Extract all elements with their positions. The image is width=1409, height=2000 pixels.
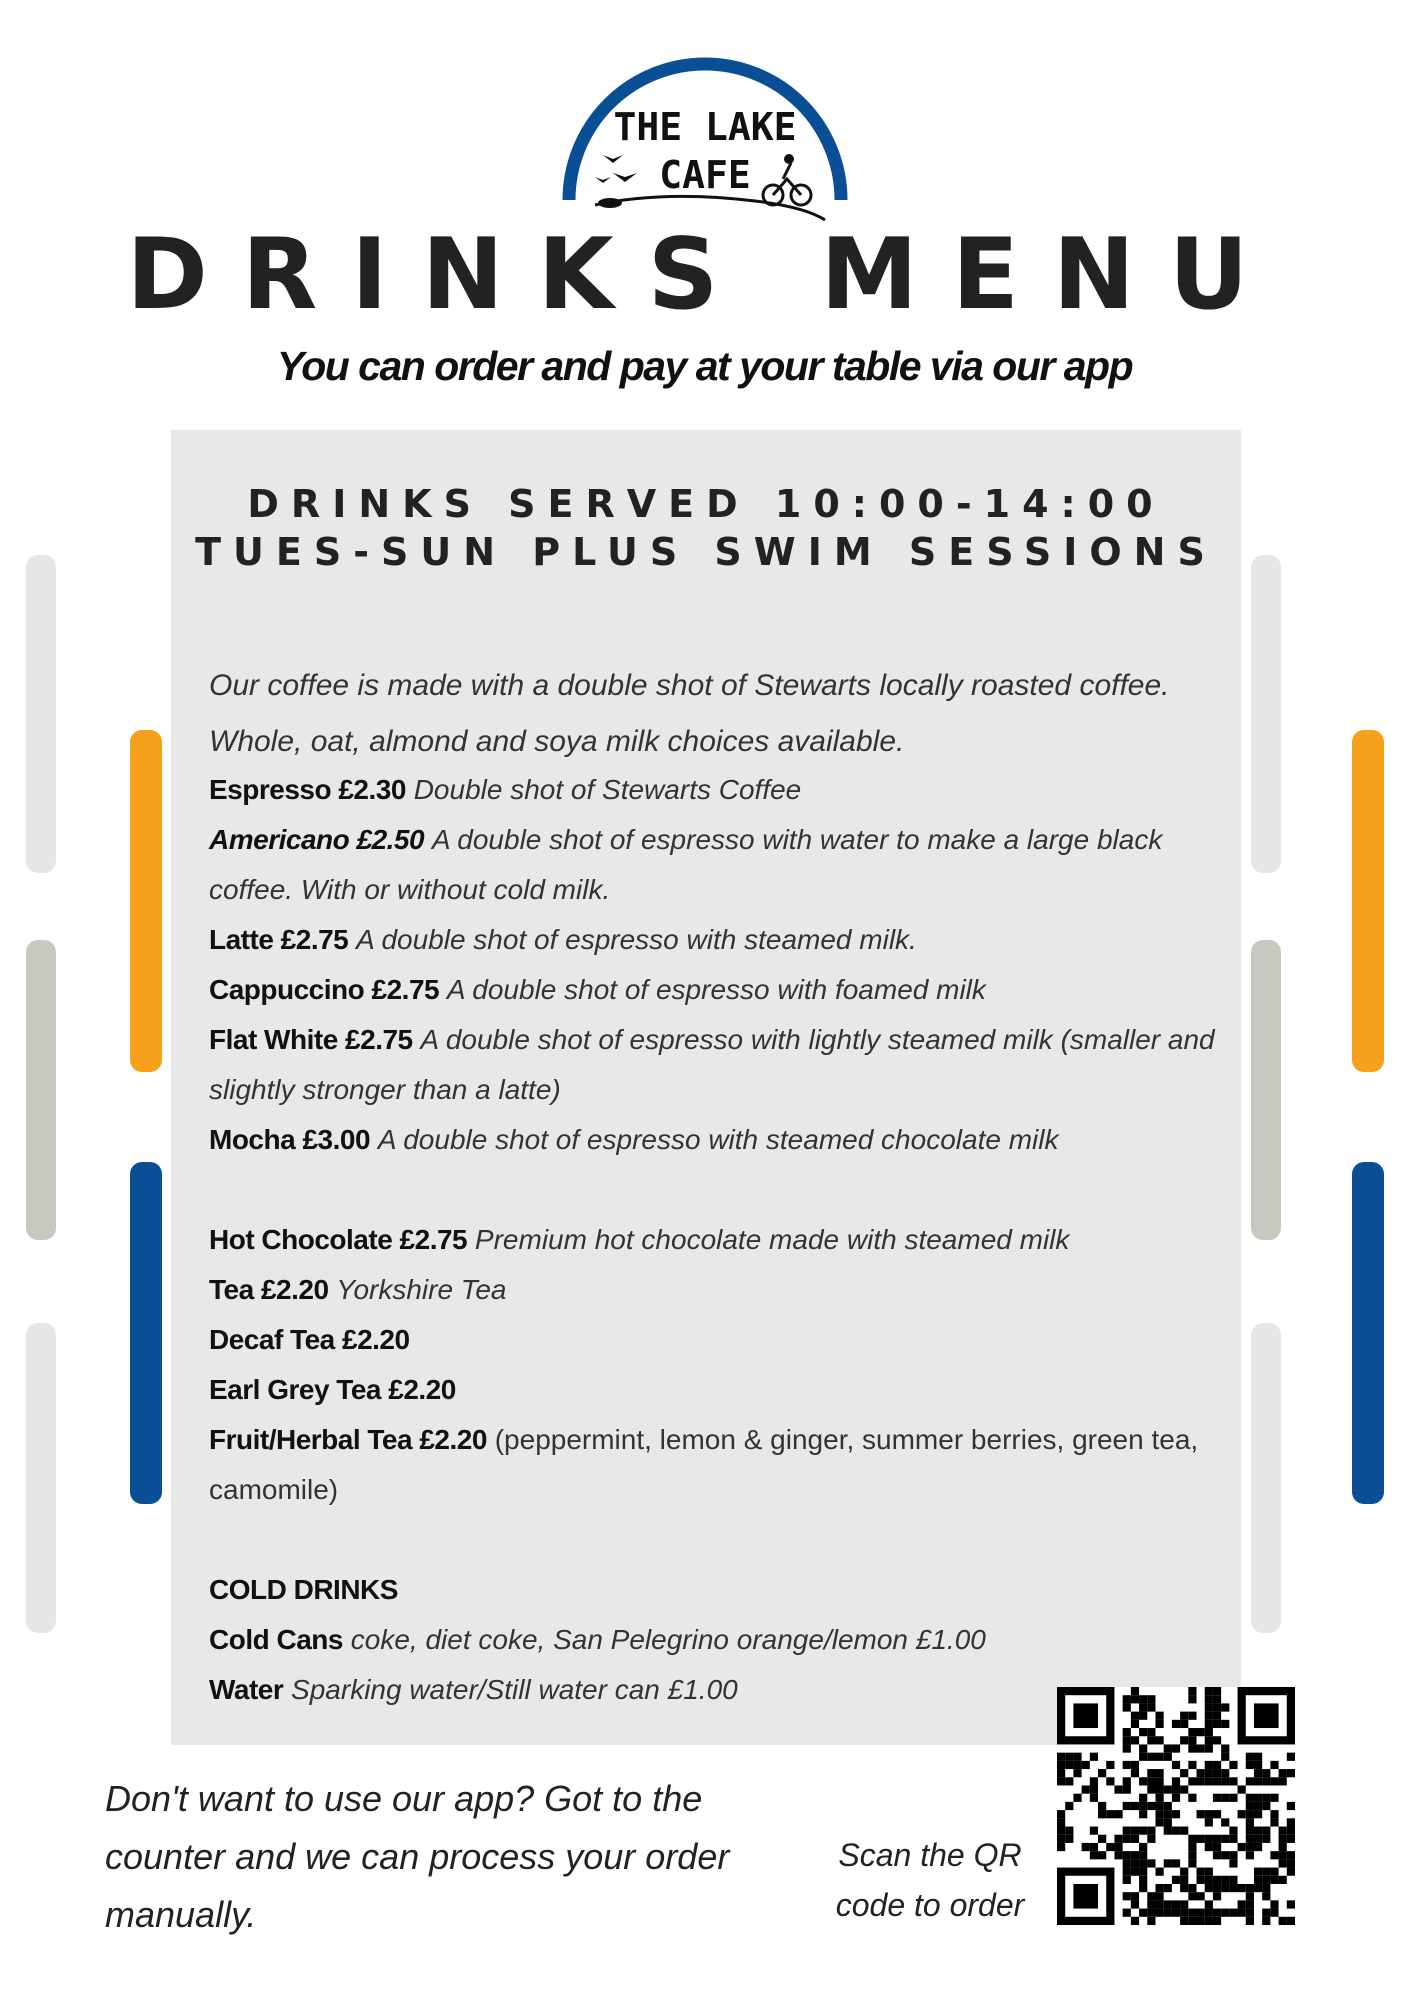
menu-item-name: Espresso £2.30 <box>209 774 406 805</box>
menu-item-desc: A double shot of espresso with foamed milk <box>446 974 986 1005</box>
menu-item-cold-cans <box>209 1615 1219 1665</box>
menu-item-espresso <box>209 765 1219 815</box>
menu-item-desc: Double shot of Stewarts Coffee <box>413 774 802 805</box>
menu-item-hot-chocolate <box>209 1215 1219 1265</box>
menu-item-desc: Yorkshire Tea <box>336 1274 507 1305</box>
cafe-logo <box>555 55 855 235</box>
menu-item-fruit-herbal-tea <box>209 1415 1219 1515</box>
menu-item-flat-white <box>209 1015 1219 1115</box>
menu-item-tea <box>209 1265 1219 1315</box>
decor-stripe-left-light-2 <box>26 1323 56 1633</box>
menu-item-desc: Premium hot chocolate made with steamed milk <box>474 1224 1070 1255</box>
menu-item-desc: coke, diet coke, San Pelegrino orange/lemon £1.00 <box>350 1624 986 1655</box>
menu-item-mocha <box>209 1115 1219 1165</box>
decor-stripe-right-light-2 <box>1251 1323 1281 1633</box>
cold-drinks-heading <box>209 1565 1219 1615</box>
menu-item-name: Flat White £2.75 <box>209 1024 413 1055</box>
menu-panel <box>171 430 1241 1745</box>
menu-item-name: Cappuccino £2.75 <box>209 974 440 1005</box>
decor-stripe-right-light-1 <box>1251 555 1281 873</box>
decor-stripe-left-orange <box>130 730 162 1072</box>
menu-item-cappuccino <box>209 965 1219 1015</box>
menu-item-name: Fruit/Herbal Tea £2.20 <box>209 1424 487 1455</box>
menu-item-desc: A double shot of espresso with lightly steamed milk (smaller and slightly stronger than a latte) <box>209 1024 1215 1105</box>
page-subtitle: You can order and pay at your table via our app <box>276 343 1133 389</box>
menu-item-name: Cold Cans <box>209 1624 343 1655</box>
decor-stripe-right-orange <box>1352 730 1384 1072</box>
section-heading: COLD DRINKS <box>209 1574 398 1605</box>
menu-item-earl-grey-tea <box>209 1365 1219 1415</box>
menu-item-desc: (peppermint, lemon & ginger, summer berries, green tea, camomile) <box>209 1424 1199 1505</box>
menu-item-name: Americano £2.50 <box>209 824 425 855</box>
manual-order-note: Don't want to use our app? Got to the counter and we can process your order manually. <box>105 1778 730 1935</box>
menu-item-desc: A double shot of espresso with steamed milk. <box>356 924 917 955</box>
served-hours: DRINKS SERVED 10:00-14:00 <box>247 482 1165 526</box>
decor-stripe-left-blue <box>130 1162 162 1504</box>
menu-item-name: Hot Chocolate £2.75 <box>209 1224 468 1255</box>
menu-item-name: Tea £2.20 <box>209 1274 329 1305</box>
decor-stripe-left-grey <box>26 940 56 1240</box>
decor-stripe-left-light-1 <box>26 555 56 873</box>
decor-stripe-right-blue <box>1352 1162 1384 1504</box>
menu-item-name: Earl Grey Tea £2.20 <box>209 1374 456 1405</box>
coffee-intro: Our coffee is made with a double shot of Stewarts locally roasted coffee. Whole, oat, almond and soya milk choices available. <box>209 669 1170 758</box>
page-title: DRINKS MENU <box>126 218 1283 332</box>
menu-item-decaf-tea <box>209 1315 1219 1365</box>
qr-code-icon[interactable] <box>1057 1687 1295 1925</box>
menu-item-name: Latte £2.75 <box>209 924 349 955</box>
logo-line-1: THE LAKE <box>613 105 797 149</box>
menu-item-name: Decaf Tea £2.20 <box>209 1324 410 1355</box>
decor-stripe-right-grey <box>1251 940 1281 1240</box>
menu-item-name: Mocha £3.00 <box>209 1124 371 1155</box>
menu-item-desc: Sparking water/Still water can £1.00 <box>291 1674 738 1705</box>
menu-item-desc: A double shot of espresso with steamed chocolate milk <box>377 1124 1059 1155</box>
logo-line-2: CAFE <box>659 153 751 197</box>
menu-item-name: Water <box>209 1674 284 1705</box>
scan-qr-note: Scan the QR code to order <box>835 1837 1025 1923</box>
menu-item-americano <box>209 815 1219 915</box>
served-days: TUES-SUN PLUS SWIM SESSIONS <box>195 530 1217 574</box>
menu-item-desc: A double shot of espresso with water to make a large black coffee. With or without cold milk. <box>209 824 1163 905</box>
menu-item-latte <box>209 915 1219 965</box>
